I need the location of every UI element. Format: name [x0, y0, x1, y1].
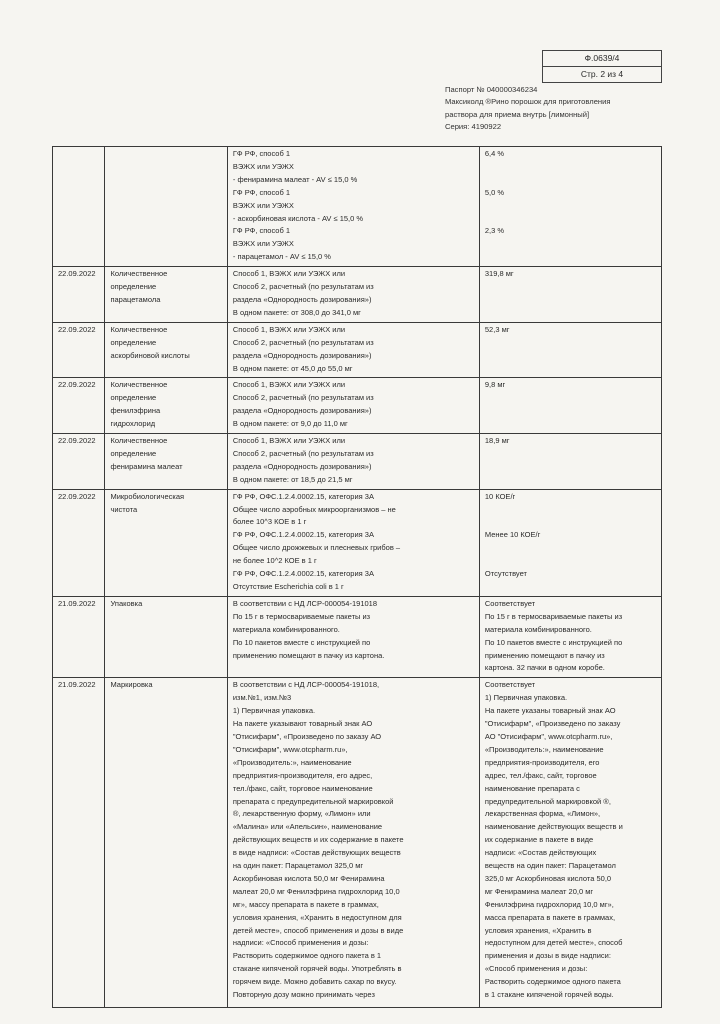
- result-cell-line: недоступном для детей месте», способ: [484, 938, 623, 948]
- date-cell-line: 22.09.2022: [58, 324, 96, 334]
- method-cell-line: материала комбинированного.: [232, 624, 340, 634]
- result-cell: [479, 489, 661, 596]
- test-name-cell: [105, 378, 227, 434]
- method-cell-line: Растворить содержимое одного пакета в 1: [232, 951, 382, 961]
- method-cell-line: "Отисифарм", «Произведено по заказу АО: [232, 731, 382, 741]
- result-cell-line: [485, 504, 657, 517]
- result-cell-line: в 1 стакане кипяченой горячей воды.: [484, 990, 614, 1000]
- method-cell-line: Общее число аэробных микроорганизмов – не: [232, 504, 396, 514]
- passport-header: [445, 84, 695, 134]
- method-cell-line: ГФ РФ, ОФС.1.2.4.0002.15, категория 3А: [232, 569, 374, 579]
- result-cell-line: [485, 174, 657, 187]
- table-row: [53, 489, 662, 596]
- result-cell-line: 2,3 %: [484, 226, 505, 236]
- result-cell-line: надписи: «Состав действующих: [484, 848, 597, 858]
- test-name-cell: [105, 678, 227, 1008]
- test-name-cell-line: Количественное: [110, 436, 168, 446]
- test-name-cell-line: фенирамина малеат: [110, 461, 183, 471]
- result-cell: [479, 434, 661, 490]
- test-name-cell: [105, 596, 227, 677]
- test-name-cell-line: чистота: [110, 504, 138, 514]
- method-cell-line: ВЭЖХ или УЭЖХ: [232, 161, 294, 171]
- result-cell-line: «Способ применения и дозы:: [484, 964, 588, 974]
- result-cell-line: 1) Первичная упаковка.: [484, 693, 568, 703]
- result-cell-line: применения и дозы в виде надписи:: [484, 951, 611, 961]
- date-cell-line: 22.09.2022: [58, 269, 96, 279]
- product-name-line-2: раствора для приема внутрь [лимонный]: [445, 109, 590, 119]
- method-cell-line: раздела «Однородность дозирования»): [232, 461, 372, 471]
- date-cell: [53, 434, 105, 490]
- method-cell-line: ГФ РФ, ОФС.1.2.4.0002.15, категория 3А: [232, 491, 374, 501]
- result-cell-line: «Производитель:», наименование: [484, 744, 604, 754]
- method-cell-line: «Производитель:», наименование: [232, 757, 352, 767]
- date-cell: [53, 322, 105, 378]
- method-cell-line: В соответствии с НД ЛСР-000054-191018: [232, 598, 377, 608]
- method-cell-line: 1) Первичная упаковка.: [232, 706, 316, 716]
- product-name-line-1: Максиколд ®Рино порошок для приготовления: [445, 97, 611, 107]
- method-cell-line: горячем виде. Можно добавить сахар по вкусу.: [232, 977, 397, 987]
- result-cell-line: мг Фенирамина малеат 20,0 мг: [484, 886, 594, 896]
- method-cell-line: ®, лекарственную форму, «Лимон» или: [232, 809, 371, 819]
- result-cell-line: Фенилэфрина гидрохлорид 10,0 мг»,: [484, 899, 614, 909]
- result-cell-line: масса препарата в пакете в граммах,: [484, 912, 616, 922]
- result-cell-line: [485, 212, 657, 225]
- result-cell-line: условия хранения, «Хранить в: [484, 925, 592, 935]
- table-row: [53, 378, 662, 434]
- result-cell-line: [485, 516, 657, 529]
- result-cell-line: применению помещают в пачку из: [484, 650, 605, 660]
- method-cell-line: По 15 г в термосвариваемые пакеты из: [232, 611, 371, 621]
- method-cell: [227, 489, 479, 596]
- method-cell-line: - фенирамина малеат - AV ≤ 15,0 %: [232, 174, 358, 184]
- date-cell-line: 22.09.2022: [58, 436, 96, 446]
- method-cell-line: раздела «Однородность дозирования»): [232, 406, 372, 416]
- test-name-cell: [105, 322, 227, 378]
- result-cell-line: АО "Отисифарм", www.otcpharm.ru»,: [484, 731, 613, 741]
- test-name-cell-line: определение: [110, 282, 157, 292]
- result-cell-line: [485, 555, 657, 568]
- result-cell-line: По 15 г в термосвариваемые пакеты из: [484, 611, 623, 621]
- result-cell-line: По 10 пакетов вместе с инструкцией по: [484, 637, 623, 647]
- method-cell-line: ГФ РФ, способ 1: [232, 149, 291, 158]
- analysis-table: [52, 146, 662, 1008]
- method-cell-line: Отсутствие Escherichia coli в 1 г: [232, 582, 344, 591]
- method-cell-line: препарата с предупредительной маркировкой: [232, 796, 394, 806]
- method-cell-line: «Малина» или «Апельсин», наименование: [232, 822, 383, 832]
- method-cell-line: предприятия-производителя, его адрес,: [232, 770, 373, 780]
- method-cell-line: Способ 2, расчетный (по результатам из: [232, 337, 374, 347]
- date-cell-line: 22.09.2022: [58, 491, 96, 501]
- page-number: Стр. 2 из 4: [543, 66, 661, 82]
- method-cell-line: В одном пакете: от 18,5 до 21,5 мг: [232, 474, 353, 484]
- method-cell-line: изм.№1, изм.№3: [232, 693, 292, 703]
- result-cell: [479, 378, 661, 434]
- test-name-cell-line: гидрохлорид: [110, 419, 156, 429]
- method-cell-line: не более 10^2 КОЕ в 1 г: [232, 556, 317, 566]
- method-cell-line: Способ 2, расчетный (по результатам из: [232, 393, 374, 403]
- method-cell-line: - аскорбиновая кислота - AV ≤ 15,0 %: [232, 213, 364, 223]
- result-cell-line: Отсутствует: [484, 569, 527, 579]
- result-cell-line: 10 КОЕ/г: [484, 491, 516, 501]
- method-cell-line: Способ 1, ВЭЖХ или УЭЖХ или: [232, 269, 346, 279]
- result-cell-line: предупредительной маркировкой ®,: [484, 796, 611, 806]
- result-cell-line: Соответствует: [484, 598, 536, 608]
- method-cell-line: Способ 1, ВЭЖХ или УЭЖХ или: [232, 380, 346, 390]
- date-cell: [53, 267, 105, 323]
- test-name-cell-line: парацетамола: [110, 294, 161, 304]
- method-cell-line: - парацетамол - AV ≤ 15,0 %: [232, 252, 331, 262]
- result-cell-line: 319,8 мг: [484, 269, 514, 279]
- method-cell-line: Способ 1, ВЭЖХ или УЭЖХ или: [232, 436, 346, 446]
- test-name-cell-line: фенилэфрина: [110, 406, 161, 416]
- series-number: Серия: 4190922: [445, 122, 502, 132]
- test-name-cell-line: определение: [110, 393, 157, 403]
- method-cell-line: применению помещают в пачку из картона.: [232, 650, 385, 660]
- method-cell-line: На пакете указывают товарный знак АО: [232, 719, 373, 729]
- method-cell-line: Способ 2, расчетный (по результатам из: [232, 448, 374, 458]
- method-cell-line: действующих веществ и их содержание в пакете: [232, 835, 404, 845]
- result-cell-line: наименование действующих веществ и: [484, 822, 623, 832]
- method-cell-line: Способ 1, ВЭЖХ или УЭЖХ или: [232, 324, 346, 334]
- date-cell: [53, 596, 105, 677]
- result-cell: [479, 596, 661, 677]
- method-cell-line: Повторную дозу можно принимать через: [232, 990, 375, 1000]
- form-code-box: [542, 50, 662, 83]
- method-cell-line: стакане кипяченой горячей воды. Употреблять в: [232, 964, 402, 974]
- result-cell: [479, 322, 661, 378]
- result-cell-line: 9,8 мг: [484, 380, 506, 390]
- method-cell-line: условия хранения, «Хранить в недоступном для: [232, 912, 402, 922]
- result-cell-line: "Отисифарм", «Произведено по заказу: [484, 719, 621, 729]
- date-cell-line: 21.09.2022: [58, 680, 96, 690]
- result-cell: [479, 678, 661, 1008]
- method-cell-line: В одном пакете: от 308,0 до 341,0 мг: [232, 307, 361, 317]
- date-cell: [53, 378, 105, 434]
- result-cell-line: 325,0 мг Аскорбиновая кислота 50,0: [484, 873, 612, 883]
- table-row: [53, 322, 662, 378]
- method-cell-line: детей месте», способ применения и дозы в виде: [232, 925, 404, 935]
- method-cell-line: более 10^3 КОЕ в 1 г: [232, 517, 307, 527]
- method-cell-line: Аскорбиновая кислота 50,0 мг Фенирамина: [232, 873, 385, 883]
- result-cell-line: материала комбинированного.: [484, 624, 592, 634]
- result-cell-line: лекарственная форма, «Лимон»,: [484, 809, 601, 819]
- method-cell-line: В одном пакете: от 9,0 до 11,0 мг: [232, 419, 348, 429]
- result-cell-line: Менее 10 КОЕ/г: [484, 530, 541, 540]
- method-cell-line: ВЭЖХ или УЭЖХ: [232, 200, 294, 210]
- date-cell: [53, 489, 105, 596]
- method-cell-line: ГФ РФ, ОФС.1.2.4.0002.15, категория 3А: [232, 530, 374, 540]
- method-cell-line: ГФ РФ, способ 1: [232, 226, 291, 236]
- table-row: [53, 267, 662, 323]
- result-cell-line: [485, 200, 657, 213]
- result-cell-line: 52,3 мг: [484, 324, 510, 334]
- test-name-cell-line: Упаковка: [110, 598, 143, 608]
- method-cell: [227, 147, 479, 267]
- method-cell-line: раздела «Однородность дозирования»): [232, 294, 372, 304]
- method-cell: [227, 378, 479, 434]
- method-cell-line: раздела «Однородность дозирования»): [232, 350, 372, 360]
- method-cell-line: ВЭЖХ или УЭЖХ: [232, 239, 294, 249]
- test-name-cell: [105, 267, 227, 323]
- result-cell-line: 6,4 %: [484, 149, 505, 158]
- result-cell-line: их содержание в пакете в виде: [484, 835, 594, 845]
- test-name-cell-line: Количественное: [110, 324, 168, 334]
- test-name-cell-line: Маркировка: [110, 680, 153, 690]
- passport-number: Паспорт № 040000346234: [445, 85, 538, 94]
- method-cell: [227, 678, 479, 1008]
- test-name-cell: [105, 434, 227, 490]
- test-name-cell-line: аскорбиновой кислоты: [110, 350, 190, 360]
- analysis-table-body: [53, 147, 662, 1008]
- result-cell-line: [485, 542, 657, 555]
- result-cell-line: На пакете указаны товарный знак АО: [484, 706, 616, 716]
- method-cell-line: мг», массу препарата в пакете в граммах,: [232, 899, 379, 909]
- table-row: [53, 147, 662, 267]
- method-cell-line: В одном пакете: от 45,0 до 55,0 мг: [232, 363, 353, 373]
- result-cell-line: Соответствует: [484, 680, 536, 690]
- method-cell: [227, 596, 479, 677]
- method-cell-line: В соответствии с НД ЛСР-000054-191018,: [232, 680, 380, 690]
- method-cell-line: По 10 пакетов вместе с инструкцией по: [232, 637, 371, 647]
- table-row: [53, 596, 662, 677]
- test-name-cell-line: Количественное: [110, 380, 168, 390]
- method-cell: [227, 434, 479, 490]
- test-name-cell: [105, 489, 227, 596]
- result-cell-line: веществ на один пакет: Парацетамол: [484, 861, 616, 871]
- method-cell-line: ГФ РФ, способ 1: [232, 187, 291, 197]
- method-cell-line: "Отисифарм", www.otcpharm.ru»,: [232, 744, 348, 754]
- date-cell-line: 21.09.2022: [58, 598, 96, 608]
- test-name-cell: [105, 147, 227, 267]
- result-cell-line: картона. 32 пачки в одном коробе.: [484, 663, 605, 673]
- test-name-cell-line: определение: [110, 448, 157, 458]
- method-cell-line: на один пакет: Парацетамол 325,0 мг: [232, 861, 364, 871]
- result-cell: [479, 267, 661, 323]
- result-cell: [479, 147, 661, 267]
- date-cell: [53, 678, 105, 1008]
- test-name-cell-line: определение: [110, 337, 157, 347]
- test-name-cell-line: Микробиологическая: [110, 491, 185, 501]
- date-cell: [53, 147, 105, 267]
- form-code: Ф.0639/4: [584, 53, 620, 63]
- test-name-cell-line: Количественное: [110, 269, 168, 279]
- table-row: [53, 434, 662, 490]
- result-cell-line: наименование препарата с: [484, 783, 580, 793]
- result-cell-line: предприятия-производителя, его: [484, 757, 600, 767]
- result-cell-line: адрес, тел./факс, сайт, торговое: [484, 770, 597, 780]
- date-cell-line: 22.09.2022: [58, 380, 96, 390]
- method-cell: [227, 267, 479, 323]
- result-cell-line: [485, 161, 657, 174]
- method-cell-line: Общее число дрожжевых и плесневых грибов –: [232, 543, 401, 553]
- method-cell-line: Способ 2, расчетный (по результатам из: [232, 282, 374, 292]
- method-cell-line: тел./факс, сайт, торговое наименование: [232, 783, 373, 793]
- method-cell-line: малеат 20,0 мг Фенилэфрина гидрохлорид 10,0: [232, 886, 400, 896]
- method-cell: [227, 322, 479, 378]
- result-cell-line: Растворить содержимое одного пакета: [484, 977, 621, 987]
- result-cell-line: 5,0 %: [484, 187, 505, 197]
- method-cell-line: в виде надписи: «Состав действующих веществ: [232, 848, 401, 858]
- result-cell-line: 18,9 мг: [484, 436, 510, 446]
- table-row: [53, 678, 662, 1008]
- method-cell-line: надписи: «Способ применения и дозы:: [232, 938, 369, 948]
